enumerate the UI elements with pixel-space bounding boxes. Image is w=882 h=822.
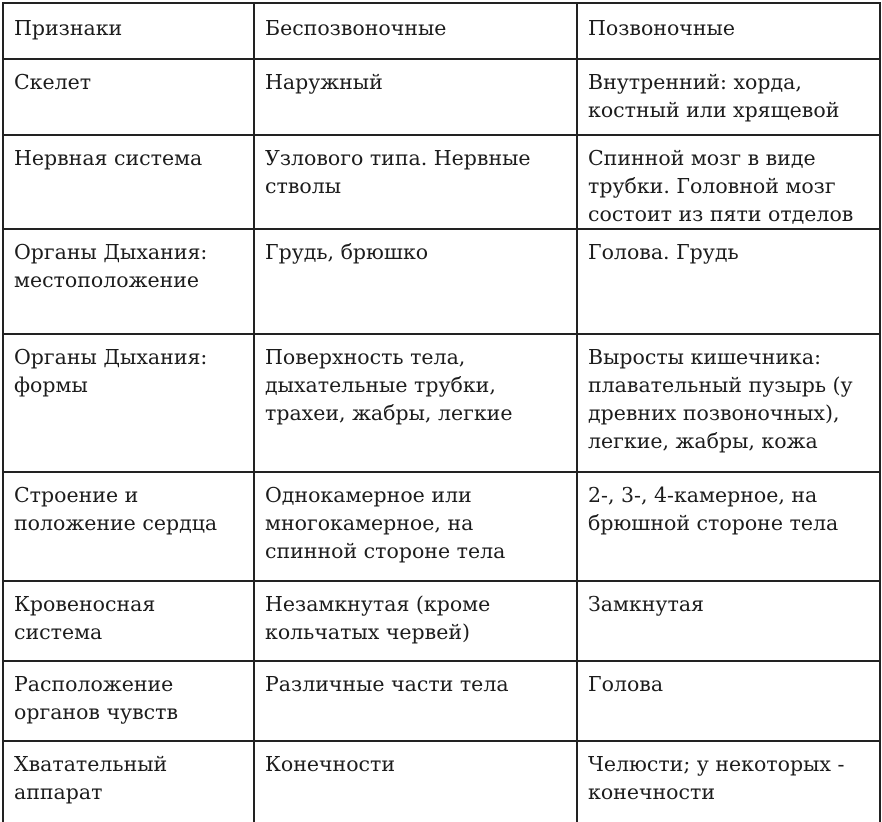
- feature-cell: Строение и положение сердца: [3, 472, 254, 581]
- table-row: [3, 59, 880, 135]
- invertebrates-cell: Однокамерное или многокамерное, на спинной стороне тела: [254, 472, 577, 581]
- invertebrates-cell: Конечности: [254, 741, 577, 822]
- table-row: [3, 472, 880, 581]
- invertebrates-cell: Грудь, брюшко: [254, 229, 577, 334]
- vertebrates-cell: 2-, 3-, 4-камерное, на брюшной стороне тела: [577, 472, 880, 581]
- header-cell-features: Признаки: [3, 3, 254, 59]
- table-row: [3, 661, 880, 741]
- table-row: [3, 135, 880, 229]
- vertebrates-cell: Челюсти; у некоторых - конечности: [577, 741, 880, 822]
- table-row: [3, 581, 880, 661]
- table-row: [3, 741, 880, 822]
- vertebrates-cell: Голова: [577, 661, 880, 741]
- vertebrates-cell: Выросты кишечника: плавательный пузырь (у древних позвоночных), легкие, жабры, кожа: [577, 334, 880, 472]
- table-row: [3, 229, 880, 334]
- header-row: [3, 3, 880, 59]
- feature-cell: Хватательный аппарат: [3, 741, 254, 822]
- invertebrates-cell: Наружный: [254, 59, 577, 135]
- table-row: [3, 334, 880, 472]
- feature-cell: Органы Дыхания: формы: [3, 334, 254, 472]
- header-cell-vertebrates: Позвоночные: [577, 3, 880, 59]
- comparison-table: [2, 2, 881, 822]
- feature-cell: Кровеносная система: [3, 581, 254, 661]
- invertebrates-cell: Узлового типа. Нервные стволы: [254, 135, 577, 229]
- vertebrates-cell: Голова. Грудь: [577, 229, 880, 334]
- feature-cell: Расположение органов чувств: [3, 661, 254, 741]
- feature-cell: Органы Дыхания: местоположение: [3, 229, 254, 334]
- header-cell-invertebrates: Беспозвоночные: [254, 3, 577, 59]
- vertebrates-cell: Замкнутая: [577, 581, 880, 661]
- feature-cell: Нервная система: [3, 135, 254, 229]
- invertebrates-cell: Незамкнутая (кроме кольчатых червей): [254, 581, 577, 661]
- vertebrates-cell: Внутренний: хорда, костный или хрящевой: [577, 59, 880, 135]
- invertebrates-cell: Различные части тела: [254, 661, 577, 741]
- vertebrates-cell: Спинной мозг в виде трубки. Головной мозг состоит из пяти отделов: [577, 135, 880, 229]
- invertebrates-cell: Поверхность тела, дыхательные трубки, трахеи, жабры, легкие: [254, 334, 577, 472]
- feature-cell: Скелет: [3, 59, 254, 135]
